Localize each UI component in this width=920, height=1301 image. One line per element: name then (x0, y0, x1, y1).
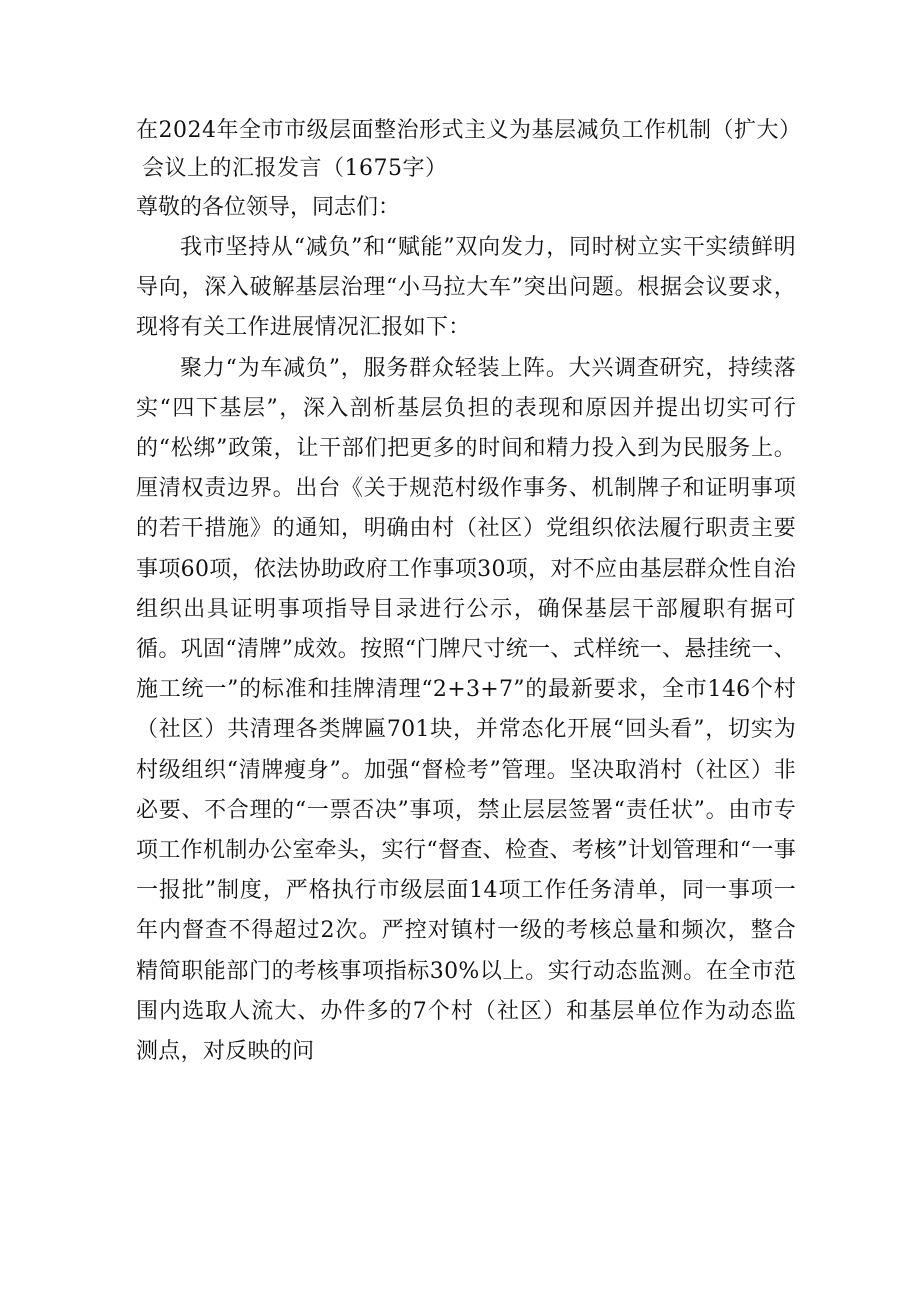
document-title (136, 112, 802, 188)
paragraph-reduce-burden: 聚力“为车减负”，服务群众轻装上阵。大兴调查研究，持续落实“四下基层”，深入剖析基层负担的表现和原因并提出切实可行的“松绑”政策，让干部们把更多的时间和精力投入到为民服务上。厘清权责边界。出台《关于规范村级作事务、机制牌子和证明事项的若干措施》的通知，明确由村（社区）党组织依法履行职责主要事项60项，依法协助政府工作事项30项，对不应由基层群众性自治组织出具证明事项指导目录进行公示，确保基层干部履职有据可循。巩固“清牌”成效。按照“门牌尺寸统一、式样统一、悬挂统一、施工统一”的标准和挂牌清理“2+3+7”的最新要求，全市146个村（社区）共清理各类牌匾701块，并常态化开展“回头看”，切实为村级组织“清牌瘦身”。加强“督检考”管理。坚决取消村（社区）非必要、不合理的“一票否决”事项，禁止层层签署“责任状”。由市专项工作机制办公室牵头，实行“督查、检查、考核”计划管理和“一事一报批”制度，严格执行市级层面14项工作任务清单，同一事项一年内督查不得超过2次。严控对镇村一级的考核总量和频次，整合精简职能部门的考核事项指标30%以上。实行动态监测。在全市范围内选取人流大、办件多的7个村（社区）和基层单位作为动态监测点，对反映的问 (136, 355, 796, 1065)
document-body (136, 112, 802, 1072)
title-line-2: 会议上的汇报发言（1675字） (142, 156, 448, 181)
title-line-1: 在2024年全市市级层面整治形式主义为基层减负工作机制（扩大） (136, 118, 802, 143)
paragraph-intro: 我市坚持从“减负”和“赋能”双向发力，同时树立实干实绩鲜明导向，深入破解基层治理“小马拉大车”突出问题。根据会议要求，现将有关工作进展情况汇报如下： (136, 235, 796, 341)
greeting: 尊敬的各位领导，同志们： (136, 195, 401, 220)
